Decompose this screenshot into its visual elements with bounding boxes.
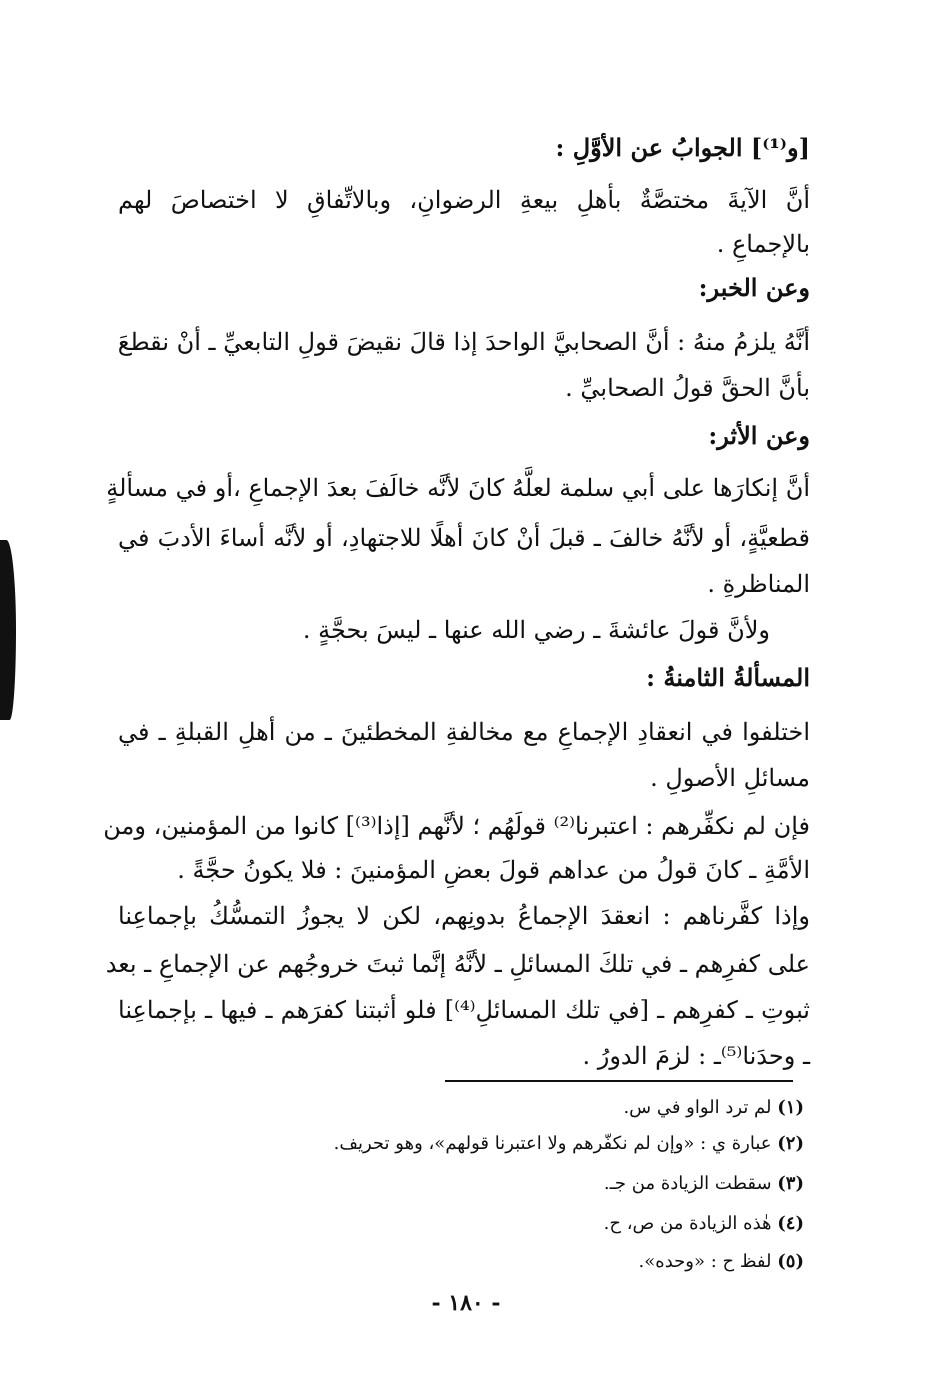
- paragraph-line: فإن لم نكفِّرهم : اعتبرنا⁽²⁾ قولَهُم ؛ لأنَّهم [إذا⁽³⁾] كانوا من المؤمنين، ومن: [103, 812, 810, 840]
- heading-khabar: وعن الخبر:: [698, 273, 810, 302]
- footnote-4: [244, 1210, 804, 1238]
- paragraph-line: مسائلِ الأصولِ .: [650, 764, 810, 792]
- page-number: - ١٨٠ -: [431, 1290, 501, 1316]
- footnote-number: (٤): [777, 1213, 804, 1234]
- footnote-number: (٢): [777, 1133, 804, 1154]
- main-text: [103, 128, 810, 1070]
- footnote-text: عبارة ي : «وإن لم نكفّرهم ولا اعتبرنا قولهم»، وهو تحريف.: [333, 1133, 772, 1154]
- paragraph-line: قطعيَّةٍ، أو لأنَّهُ خالفَ ـ قبلَ أنْ كانَ أهلًا للاجتهادِ، أو لأنَّه أساءَ الأدبَ في: [118, 524, 810, 552]
- paragraph-line: بالإجماعِ .: [716, 230, 810, 258]
- paragraph-line: أنَّ إنكارَها على أبي سلمة لعلَّهُ كانَ لأنَّه خالَفَ بعدَ الإجماعِ ،أو في مسألةٍ: [106, 474, 810, 502]
- heading-athar: وعن الأثر:: [708, 421, 810, 450]
- footnote-number: (٣): [777, 1173, 804, 1194]
- footnote-2: [244, 1130, 804, 1158]
- footnote-1: [244, 1094, 804, 1122]
- footnote-3: [244, 1170, 804, 1198]
- paragraph-line: ـ وحدَنا⁽⁵⁾ـ : لزمَ الدورُ .: [582, 1042, 810, 1070]
- paragraph-line: ثبوتِ ـ كفرِهم ـ [في تلك المسائلِ⁽⁴⁾] فلو أثبتنا كفرَهم ـ فيها ـ بإجماعِنا: [118, 996, 810, 1024]
- paragraph-line: بأنَّ الحقَّ قولُ الصحابيِّ .: [565, 374, 810, 402]
- paragraph-line: ولأنَّ قولَ عائشةَ ـ رضي الله عنها ـ ليسَ بحجَّةٍ .: [302, 616, 770, 644]
- footnote-5: [244, 1248, 804, 1276]
- paragraph-line: وإذا كفَّرناهم : انعقدَ الإجماعُ بدونِهم، لكن لا يجوزُ التمسُّكُ بإجماعِنا: [118, 902, 810, 930]
- paragraph-line: الأمَّةِ ـ كانَ قولُ من عداهم قولَ بعضِ المؤمنينَ : فلا يكونُ حجَّةً .: [177, 856, 810, 884]
- scan-edge-shadow: [0, 540, 16, 720]
- footnote-text: لفظ ح : «وحده».: [638, 1251, 772, 1272]
- paragraph-line: اختلفوا في انعقادِ الإجماعِ مع مخالفةِ المخطئينَ ـ من أهلِ القبلةِ ـ في: [118, 718, 810, 746]
- footnote-separator: [445, 1080, 793, 1082]
- heading-answer-first: [و⁽¹⁾] الجوابُ عن الأوَّلِ :: [555, 133, 810, 162]
- footnote-text: لم ترد الواو في س.: [623, 1097, 772, 1118]
- footnote-text: هٰذه الزيادة من ص، ح.: [603, 1213, 772, 1234]
- footnote-number: (٥): [777, 1251, 804, 1272]
- footnote-number: (١): [777, 1097, 804, 1118]
- paragraph-line: أنَّهُ يلزمُ منهُ : أنَّ الصحابيَّ الواحدَ إذا قالَ نقيضَ قولِ التابعيِّ ـ أنْ نقطعَ: [117, 328, 810, 356]
- paragraph-line: المناظرةِ .: [707, 570, 810, 598]
- paragraph-line: على كفرِهم ـ في تلكَ المسائلِ ـ لأنَّهُ إنَّما ثبتَ خروجُهم عن الإجماعِ ـ بعد: [105, 950, 810, 978]
- footnote-text: سقطت الزيادة من جـ.: [603, 1173, 772, 1194]
- heading-masala-eighth: المسألةُ الثامنةُ :: [646, 663, 810, 692]
- paragraph-line: أنَّ الآيةَ مختصَّةٌ بأهلِ بيعةِ الرضوانِ، وبالاتِّفاقِ لا اختصاصَ لهم: [118, 186, 810, 214]
